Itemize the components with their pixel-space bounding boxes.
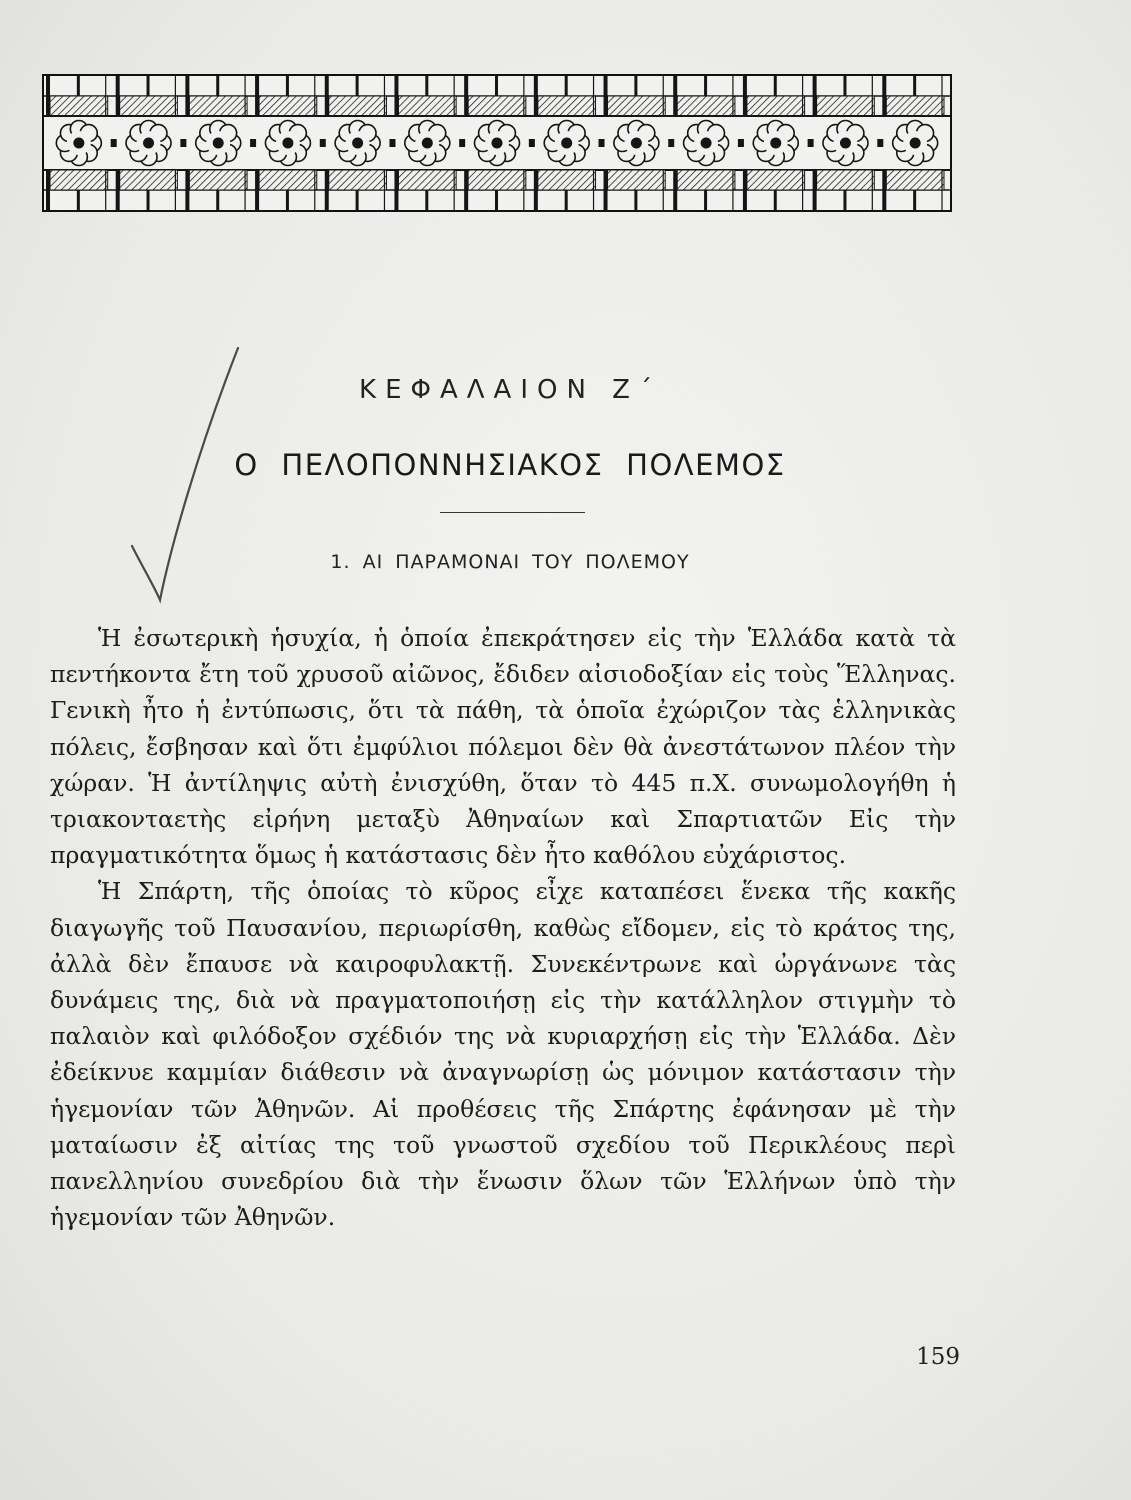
vertical-bar xyxy=(286,190,289,210)
hatched-panel xyxy=(329,170,387,190)
rosette xyxy=(893,121,938,166)
vertical-bar xyxy=(813,170,817,210)
rosette xyxy=(196,121,241,166)
vertical-bar xyxy=(185,170,189,210)
vertical-bar xyxy=(464,170,468,210)
vertical-bar xyxy=(116,76,120,116)
vertical-bar xyxy=(813,76,817,116)
vertical-bar xyxy=(425,76,428,96)
vertical-bar xyxy=(147,76,150,96)
vertical-bar xyxy=(913,76,916,96)
vertical-bar xyxy=(774,76,777,96)
hatched-panel xyxy=(817,170,875,190)
connector xyxy=(180,139,186,147)
rosette xyxy=(405,121,450,166)
chapter-title: Ο ΠΕΛΟΠΟΝΝΗΣΙΑΚΟΣ ΠΟΛΕΜΟΣ xyxy=(234,448,786,482)
hatched-panel xyxy=(747,96,805,116)
vertical-bar xyxy=(534,76,538,116)
rosette xyxy=(335,121,380,166)
vertical-bar xyxy=(843,190,846,210)
vertical-bar xyxy=(604,170,608,210)
vertical-bar xyxy=(286,76,289,96)
rosette xyxy=(544,121,589,166)
hatched-panel xyxy=(189,170,247,190)
hatched-panel xyxy=(608,96,666,116)
vertical-bar xyxy=(495,190,498,210)
body-text xyxy=(50,620,956,1235)
connector xyxy=(668,139,674,147)
rosette xyxy=(475,121,520,166)
vertical-bar xyxy=(325,76,329,116)
vertical-bar xyxy=(394,76,398,116)
vertical-bar xyxy=(216,190,219,210)
section-title: 1. ΑΙ ΠΑΡΑΜΟΝΑΙ ΤΟΥ ΠΟΛΕΜΟΥ xyxy=(330,551,690,573)
rosette xyxy=(126,121,171,166)
connector xyxy=(389,139,395,147)
rosette xyxy=(684,121,729,166)
hatched-panel xyxy=(50,96,108,116)
vertical-bar xyxy=(464,76,468,116)
vertical-bar xyxy=(495,76,498,96)
rosette xyxy=(823,121,868,166)
vertical-bar xyxy=(634,76,637,96)
vertical-bar xyxy=(673,76,677,116)
vertical-bar xyxy=(565,190,568,210)
vertical-bar xyxy=(913,190,916,210)
rosette xyxy=(614,121,659,166)
vertical-bar xyxy=(704,76,707,96)
vertical-bar xyxy=(46,170,50,210)
hatched-panel xyxy=(538,170,596,190)
vertical-bar xyxy=(147,190,150,210)
vertical-bar xyxy=(77,190,80,210)
rosette xyxy=(56,121,101,166)
hatched-panel xyxy=(398,170,456,190)
hatched-panel xyxy=(398,96,456,116)
connector xyxy=(111,139,117,147)
vertical-bar xyxy=(185,76,189,116)
hatched-panel xyxy=(677,170,735,190)
hatched-panel xyxy=(120,96,178,116)
decorative-border-ornament xyxy=(42,74,952,212)
vertical-bar xyxy=(356,76,359,96)
hatched-panel xyxy=(329,96,387,116)
vertical-bar xyxy=(882,170,886,210)
vertical-bar xyxy=(634,190,637,210)
vertical-bar xyxy=(743,76,747,116)
connector xyxy=(877,139,883,147)
vertical-bar xyxy=(325,170,329,210)
connector xyxy=(599,139,605,147)
connector xyxy=(808,139,814,147)
hatched-panel xyxy=(50,170,108,190)
hatched-panel xyxy=(259,96,317,116)
connector xyxy=(459,139,465,147)
connector xyxy=(529,139,535,147)
vertical-bar xyxy=(743,170,747,210)
vertical-bar xyxy=(216,76,219,96)
vertical-bar xyxy=(534,170,538,210)
vertical-bar xyxy=(673,170,677,210)
vertical-bar xyxy=(255,76,259,116)
title-divider xyxy=(440,512,585,513)
rosette xyxy=(265,121,310,166)
connector xyxy=(250,139,256,147)
vertical-bar xyxy=(774,190,777,210)
hatched-panel xyxy=(817,96,875,116)
hatched-panel xyxy=(677,96,735,116)
vertical-bar xyxy=(604,76,608,116)
vertical-bar xyxy=(116,170,120,210)
hatched-panel xyxy=(120,170,178,190)
vertical-bar xyxy=(77,76,80,96)
page-number: 159 xyxy=(916,1344,960,1370)
hatched-panel xyxy=(747,170,805,190)
hatched-panel xyxy=(538,96,596,116)
hatched-panel xyxy=(468,96,526,116)
chapter-label: ΚΕΦΑΛΑΙΟΝ Ζ΄ xyxy=(359,375,661,405)
vertical-bar xyxy=(704,190,707,210)
vertical-bar xyxy=(394,170,398,210)
connector xyxy=(320,139,326,147)
hatched-panel xyxy=(886,96,944,116)
vertical-bar xyxy=(843,76,846,96)
vertical-bar xyxy=(356,190,359,210)
hatched-panel xyxy=(259,170,317,190)
hatched-panel xyxy=(886,170,944,190)
rosette xyxy=(753,121,798,166)
hatched-panel xyxy=(468,170,526,190)
hatched-panel xyxy=(189,96,247,116)
vertical-bar xyxy=(882,76,886,116)
hatched-panel xyxy=(608,170,666,190)
vertical-bar xyxy=(425,190,428,210)
vertical-bar xyxy=(46,76,50,116)
vertical-bar xyxy=(565,76,568,96)
vertical-bar xyxy=(255,170,259,210)
connector xyxy=(738,139,744,147)
paragraph: Ἡ ἐσωτερικὴ ἡσυχία, ἡ ὁποία ἐπεκράτησεν εἰς τὴν Ἑλλάδα κατὰ τὰ πεντήκοντα ἔτη τοῦ χρυσοῦ αἰῶνος, ἔδιδεν αἰσιοδοξίαν εἰς τοὺς Ἕλληνας. Γενικὴ ἦτο ἡ ἐντύπωσις, ὅτι τὰ πάθη, τὰ ὁποῖα ἐχώριζον τὰς ἑλληνικὰς πόλεις, ἔσβησαν καὶ ὅτι ἐμφύλιοι πόλεμοι δὲν θὰ ἀνεστάτωνον πλέον τὴν χώραν. Ἡ ἀντίληψις αὐτὴ ἐνισχύθη, ὅταν τὸ 445 π.Χ. συνωμολογήθη ἡ τριακονταετὴς εἰρήνη μεταξὺ Ἀθηναίων καὶ Σπαρτιατῶν Εἰς τὴν πραγματικότητα ὅμως ἡ κατάστασις δὲν ἦτο καθόλου εὐχάριστος. xyxy=(50,624,956,870)
paragraph: Ἡ Σπάρτη, τῆς ὁποίας τὸ κῦρος εἶχε καταπέσει ἕνεκα τῆς κακῆς διαγωγῆς τοῦ Παυσανίου, περιωρίσθη, καθὼς εἴδομεν, εἰς τὸ κράτος της, ἀλλὰ δὲν ἔπαυσε νὰ καιροφυλακτῇ. Συνεκέντρωνε καὶ ὠργάνωνε τὰς δυνάμεις της, διὰ νὰ πραγματοποιήσῃ εἰς τὴν κατάλληλον στιγμὴν τὸ παλαιὸν καὶ φιλόδοξον σχέδιόν της νὰ κυριαρχήσῃ εἰς τὴν Ἑλλάδα. Δὲν ἐδείκνυε καμμίαν διάθεσιν νὰ ἀναγνωρίσῃ ὡς μόνιμον κατάστασιν τὴν ἡγεμονίαν τῶν Ἀθηνῶν. Αἱ προθέσεις τῆς Σπάρτης ἐφάνησαν μὲ τὴν ματαίωσιν ἐξ αἰτίας της τοῦ γνωστοῦ σχεδίου τοῦ Περικλέους περὶ πανελληνίου συνεδρίου διὰ τὴν ἕνωσιν ὅλων τῶν Ἑλλήνων ὑπὸ τὴν ἡγεμονίαν τῶν Ἀθηνῶν. xyxy=(50,877,956,1232)
